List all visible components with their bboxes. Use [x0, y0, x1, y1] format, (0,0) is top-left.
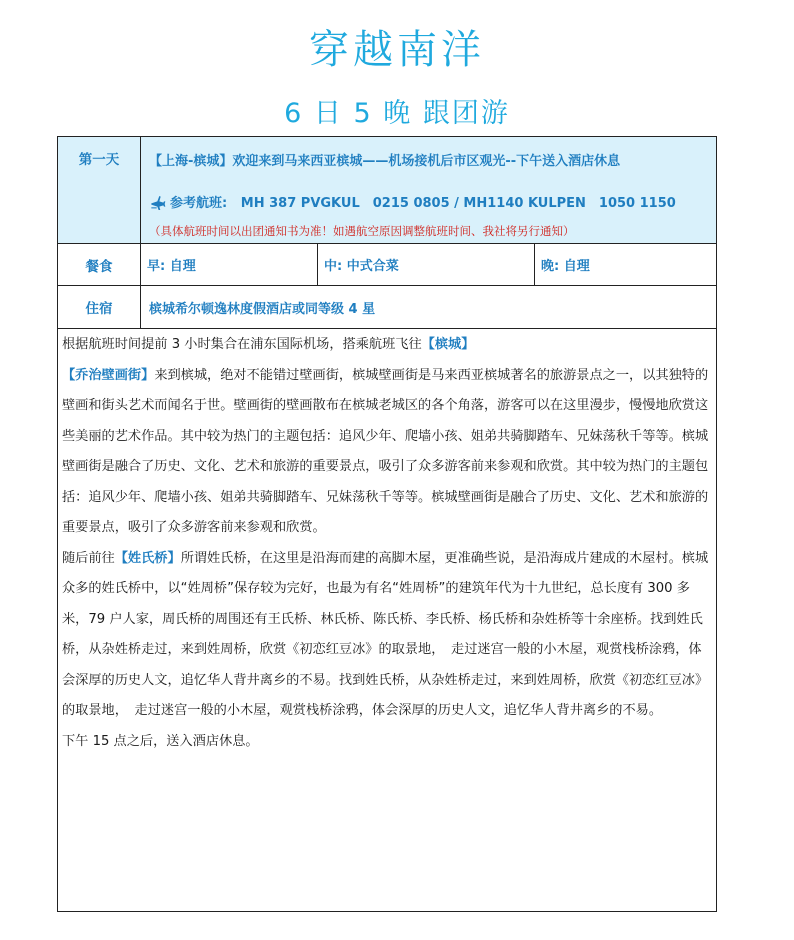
day-label: 第一天 [58, 137, 141, 243]
hotel-label: 住宿 [58, 286, 141, 328]
meals-label: 餐食 [58, 244, 141, 285]
flight-line [149, 192, 676, 211]
paragraph-departure [62, 330, 712, 361]
lunch-cell: 中: 中式合菜 [318, 244, 535, 285]
paragraph-hotel: 下午 15 点之后，送入酒店休息。 [62, 733, 259, 749]
meals-row [58, 244, 716, 286]
paragraph-mural-street [62, 361, 712, 544]
page-subtitle: 6 日 5 晚 跟团游 [284, 98, 510, 129]
highlight-mural-street: 【乔治壁画街】 [62, 367, 155, 383]
day-headline: 【上海-槟城】欢迎来到马来西亚槟城——机场接机后市区观光--下午送入酒店休息 [149, 154, 621, 169]
dinner-cell: 晚: 自理 [541, 259, 590, 274]
day-description [62, 330, 712, 757]
paragraph-text: 所谓姓氏桥，在这里是沿海而建的高脚木屋，更准确些说，是沿海成片建成的木屋村。槟城众多的姓氏桥中，以“姓周桥”保存较为完好，也最为有名“姓周桥”的建筑年代为十九世纪，总长度有 300 多米，79 户人家，周氏桥的周围还有王氏桥、林氏桥、陈氏桥、李氏桥、杨氏桥和杂姓桥等十余座桥。找到姓氏桥，从杂姓桥走过，来到姓周桥，欣赏《初恋红豆冰》的取景地， 走过迷宫一般的小木屋，观赏栈桥涂鸦，体会深厚的历史人文，追忆华人背井离乡的不易。找到姓氏桥，从杂姓桥走过，来到姓周桥，欣赏《初恋红豆冰》的取景地， 走过迷宫一般的小木屋，观赏栈桥涂鸦，体会深厚的历史人文，追忆华人背井离乡的不易。 [62, 550, 709, 718]
highlight-penang: 【槟城】 [421, 337, 475, 352]
itinerary-table [57, 136, 717, 912]
flight-note: （具体航班时间以出团通知书为准！如遇航空原因调整航班时间、我社将另行通知） [149, 224, 575, 238]
flight-label: 参考航班: [170, 196, 228, 211]
day-content [141, 137, 716, 243]
paragraph-clan-jetties [62, 544, 712, 727]
hotel-row [58, 286, 716, 329]
paragraph-text: 随后前往 [62, 550, 115, 566]
hotel-name: 槟城希尔顿逸林度假酒店或同等级 4 星 [149, 301, 376, 317]
page-title: 穿越南洋 [309, 27, 485, 73]
paragraph-text: 根据航班时间提前 3 小时集合在浦东国际机场，搭乘航班飞往 [62, 337, 422, 352]
day-row [58, 137, 716, 244]
breakfast-cell: 早: 自理 [141, 244, 318, 285]
paragraph-text: 来到槟城，绝对不能错过壁画街，槟城壁画街是马来西亚槟城著名的旅游景点之一，以其独特的壁画和街头艺术而闻名于世。壁画街的壁画散布在槟城老城区的各个角落，游客可以在这里漫步，慢慢地欣赏这些美丽的艺术作品。其中较为热门的主题包括：追风少年、爬墙小孩、姐弟共骑脚踏车、兄妹荡秋千等等。槟城壁画街是融合了历史、文化、艺术和旅游的重要景点，吸引了众多游客前来参观和欣赏。其中较为热门的主题包括：追风少年、爬墙小孩、姐弟共骑脚踏车、兄妹荡秋千等等。槟城壁画街是融合了历史、文化、艺术和旅游的重要景点，吸引了众多游客前来参观和欣赏。 [62, 367, 709, 535]
highlight-clan-jetties: 【姓氏桥】 [114, 550, 181, 566]
airplane-icon [149, 196, 170, 211]
flight-info: MH 387 PVGKUL 0215 0805 / MH1140 KULPEN 1050 1150 [240, 196, 676, 211]
